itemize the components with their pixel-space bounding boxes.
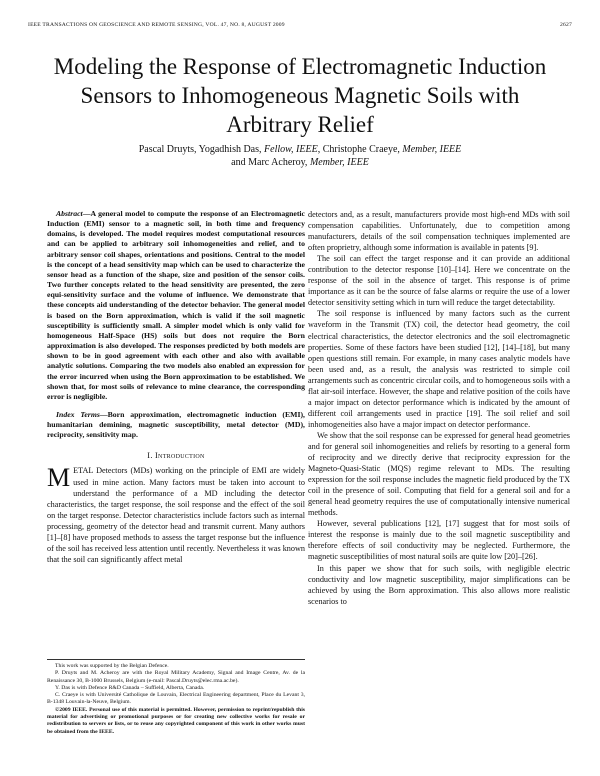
author-name: and Marc Acheroy,: [231, 157, 310, 168]
body-paragraph: The soil response is influenced by many factors such as the current waveform in the Transmit (TX) coil, the detector head geometry, the coil electrical characteristics, the detector electronics and the soil electromagnetic properties. Some of these factors have been studied [12], [14]–[18], but many open questions still remain. For example, in many cases analytic models have been used and, as a result, the analysis was restricted to simple coil arrangements such as concentric circular coils, and to homogeneous soils with a flat air-soil interface. However, the shape and relative position of the coils have a major impact on detector performance which is indicated by the amount of different coil arrangements used in practice [19]. The soil relief and soil inhomogeneities also have a major impact on detector performance.: [308, 309, 570, 429]
footnote: P. Druyts and M. Acheroy are with the Royal Military Academy, Signal and Image Centre, Av. de la Renaissance 30, B-1000 Brussels, Belgium (e-mail: Pascal.Druyts@elec.rma.ac.be).: [47, 670, 305, 684]
section-heading: [47, 450, 305, 461]
intro-text: ETAL Detectors (MDs) working on the principle of EMI are widely used in mine action. Many factors must be taken into account to understand the performance of a MD including the detector characteristics, the target response, the soil response and the effect of the soil on the target response. Detector characteristics include factors such as internal processing, geometry of the detector head and transmit current. Many authors [1]–[8] have proposed methods to assess the target response but the influence of the soil has received less attention until recently. Nevertheless it was known that the soil can significantly affect metal: [47, 466, 305, 564]
body-paragraph: detectors and, as a result, manufacturers provide most high-end MDs with soil compensation capabilities. Unfortunately, due to competition among manufacturers, details of the soil compensation techniques implemented are often proprietry, although some information is available in patents [9].: [308, 210, 570, 253]
body-paragraph: The soil can effect the target response and it can provide an additional contribution to the detector response [10]–[14]. Here we concentrate on the response of the soil in the absence of target. This response is of prime importance as it can be the source of false alarms or require the use of a lower detector sensitivity setting which in turn will reduce the target detectability.: [308, 254, 570, 308]
author-role: Fellow, IEEE: [264, 144, 318, 155]
paper-title: Modeling the Response of Electromagnetic Induction Sensors to Inhomogeneous Magnetic Soils with Arbitrary Relief: [53, 54, 547, 137]
footnote: Y. Das is with Defence R&D Canada – Suffield, Alberta, Canada.: [55, 684, 205, 691]
page-number: 2627: [560, 22, 572, 28]
abstract-lead: Abstract: [56, 209, 83, 218]
footnotes: [47, 659, 305, 736]
author-role: Member, IEEE: [402, 144, 462, 155]
section-numeral: I.: [147, 451, 156, 461]
abstract: [47, 209, 305, 402]
footnote: This work was supported by the Belgian Defence.: [55, 663, 169, 669]
footnote: C. Craeye is with Université Catholique de Louvain, Electrical Engineering department, Place du Levant 3, B-1348 Louvain-la-Neuve, Belgium.: [47, 692, 305, 706]
drop-cap: M: [47, 463, 71, 493]
author-name: , Christophe Craeye,: [317, 144, 403, 155]
journal-header: IEEE TRANSACTIONS ON GEOSCIENCE AND REMOTE SENSING, VOL. 47, NO. 8, AUGUST 2009: [28, 22, 285, 28]
copyright-notice: ©2009 IEEE. Personal use of this material is permitted. However, permission to reprint/republish this material for advertising or promotional purposes or for creating new collective works for resale or redistribution to servers or lists, or to reuse any copyrighted component of this work in other works must be obtained from the IEEE.: [47, 706, 305, 735]
index-terms-lead: Index Terms: [56, 409, 100, 419]
section-title: Introduction: [155, 451, 205, 461]
body-paragraph: However, several publications [12], [17] suggest that for most soils of interest the response is mainly due to the soil magnetic susceptibility and therefore effects of soil conductivity may be neglected. Furthermore, the magnetic susceptibilities of most natural soils are quite low [20]–[26].: [308, 519, 570, 562]
left-column: [47, 209, 305, 565]
body-paragraph: We show that the soil response can be expressed for general head geometries and for general soil inhomogeneities and reliefs by resorting to a general form of reciprocity and we directly derive that reciprocity expression for the Magneto-Quasi-Static (MQS) regime relevant to MDs. The resulting expression for the soil response includes the magnetic field produced by the TX coil in the presence of soil. Computing that field for a general soil and for a general head geometry requires the use of computationally intensive numerical methods.: [308, 430, 570, 518]
author-role: Member, IEEE: [309, 157, 369, 168]
body-paragraph: In this paper we show that for such soils, with negligible electric conductivity and low magnetic susceptibility, major simplifications can be achieved by using the Born approximation. This also allows more realistic scenarios to: [308, 563, 570, 606]
index-terms-text: —Born approximation, electromagnetic induction (EMI), humanitarian demining, magnetic susceptibility, metal detector (MD), reciprocity, sensitivity map.: [47, 409, 305, 440]
intro-paragraph: [47, 465, 305, 564]
abstract-text: —A general model to compute the response of an Electromagnetic Induction (EMI) sensor to a magnetic soil, in both time and frequency domains, is developed. The model requires modest computational resources and can be applied to arbitrary soil inhomogeneities and relief, and to arbitrary sensor coil shapes, orientations and positions. Central to the model is the concept of a head sensitivity map which can be used to characterize the sensor head as a function of the shape, size and position of the sensor coils. Two further concepts related to the head sensitivity are presented, the zero equi-sensitivity surface and the volume of influence. We demonstrate that these concepts aid understanding of the detector behavior. The general model is based on the Born approximation, which is valid if the soil magnetic susceptibility is sufficiently small. A simpler model which is only valid for homogeneous Half-Space (HS) soils but does not require the Born approximation is also developed. The responses predicted by both models are shown to be in good agreement with each other and also with available analytic solutions. Comparing the two models also enabled an expression for the error incurred when using the Born approximation to be established. We shown that, for most soils of relevance to mine clearance, the corresponding error is negligible.: [47, 209, 305, 401]
index-terms: [47, 410, 305, 440]
author-name: Yogadhish Das,: [198, 144, 265, 155]
author-list: [40, 143, 560, 169]
author-name: Pascal Druyts,: [138, 144, 199, 155]
right-column: [308, 209, 570, 607]
running-head: [28, 22, 572, 32]
